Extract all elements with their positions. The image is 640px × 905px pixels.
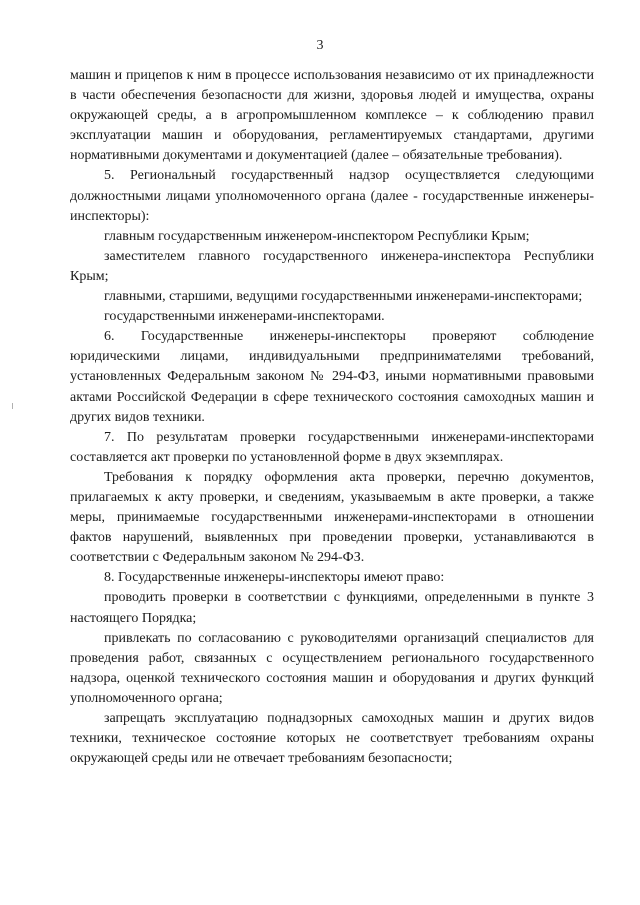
list-item-conduct-inspections: проводить проверки в соответствии с функциями, определенными в пункте 3 настоящего Порядка; (70, 590, 594, 626)
page-number: 3 (316, 38, 324, 53)
paragraph-clause-6: 6. Государственные инженеры-инспекторы проверяют соблюдение юридическими лицами, индивидуальными предпринимателями требований, установленных Федеральным законом № 294-ФЗ, иными нормативными правовыми актами Российской Федерации в сфере технического состояния самоходных машин и других видов техники. (70, 329, 594, 425)
paragraph-clause-8: 8. Государственные инженеры-инспекторы имеют право: (104, 570, 445, 586)
list-item-prohibit-operation: запрещать эксплуатацию поднадзорных самоходных машин и других видов техники, техническое состояние которых не соответствует требованиям охраны окружающей среды или не отвечает требованиям безопасности; (70, 711, 594, 767)
list-item-deputy-inspector: заместителем главного государственного инженера-инспектора Республики Крым; (70, 248, 594, 284)
list-item-chief-inspector: главным государственным инженером-инспектором Республики Крым; (104, 228, 530, 244)
list-item-inspectors: государственными инженерами-инспекторами. (104, 309, 385, 325)
paragraph-clause-7: 7. По результатам проверки государственными инженерами-инспекторами составляется акт проверки по установленной форме в двух экземплярах. (70, 429, 594, 465)
paragraph-continuation: машин и прицепов к ним в процессе использования независимо от их принадлежности в части обеспечения безопасности для жизни, здоровья людей и имущества, охраны окружающей среды, а в агропромышленном комплексе – к соблюдению правил эксплуатации машин и оборудования, регламентируемых стандартами, другими нормативными документами и документацией (далее – обязательные требования). (70, 68, 594, 164)
paragraph-clause-5: 5. Региональный государственный надзор осуществляется следующими должностными лицами уполномоченного органа (далее - государственные инженеры-инспекторы): (70, 168, 594, 224)
list-item-engage-specialists: привлекать по согласованию с руководителями организаций специалистов для проведения работ, связанных с осуществлением регионального государственного надзора, оценкой технического состояния машин и оборудования и других функций уполномоченного органа; (70, 630, 594, 706)
document-body (70, 66, 594, 769)
list-item-senior-inspectors: главными, старшими, ведущими государственными инженерами-инспекторами; (104, 289, 583, 305)
scan-mark (12, 403, 13, 409)
paragraph-requirements: Требования к порядку оформления акта проверки, перечню документов, прилагаемых к акту проверки, и сведениям, указываемым в акте проверки, а также меры, принимаемые государственными инженерами-инспекторами в отношении фактов нарушений, выявленных при проведении проверки, устанавливаются в соответствии с Федеральным законом № 294-ФЗ. (70, 469, 594, 566)
